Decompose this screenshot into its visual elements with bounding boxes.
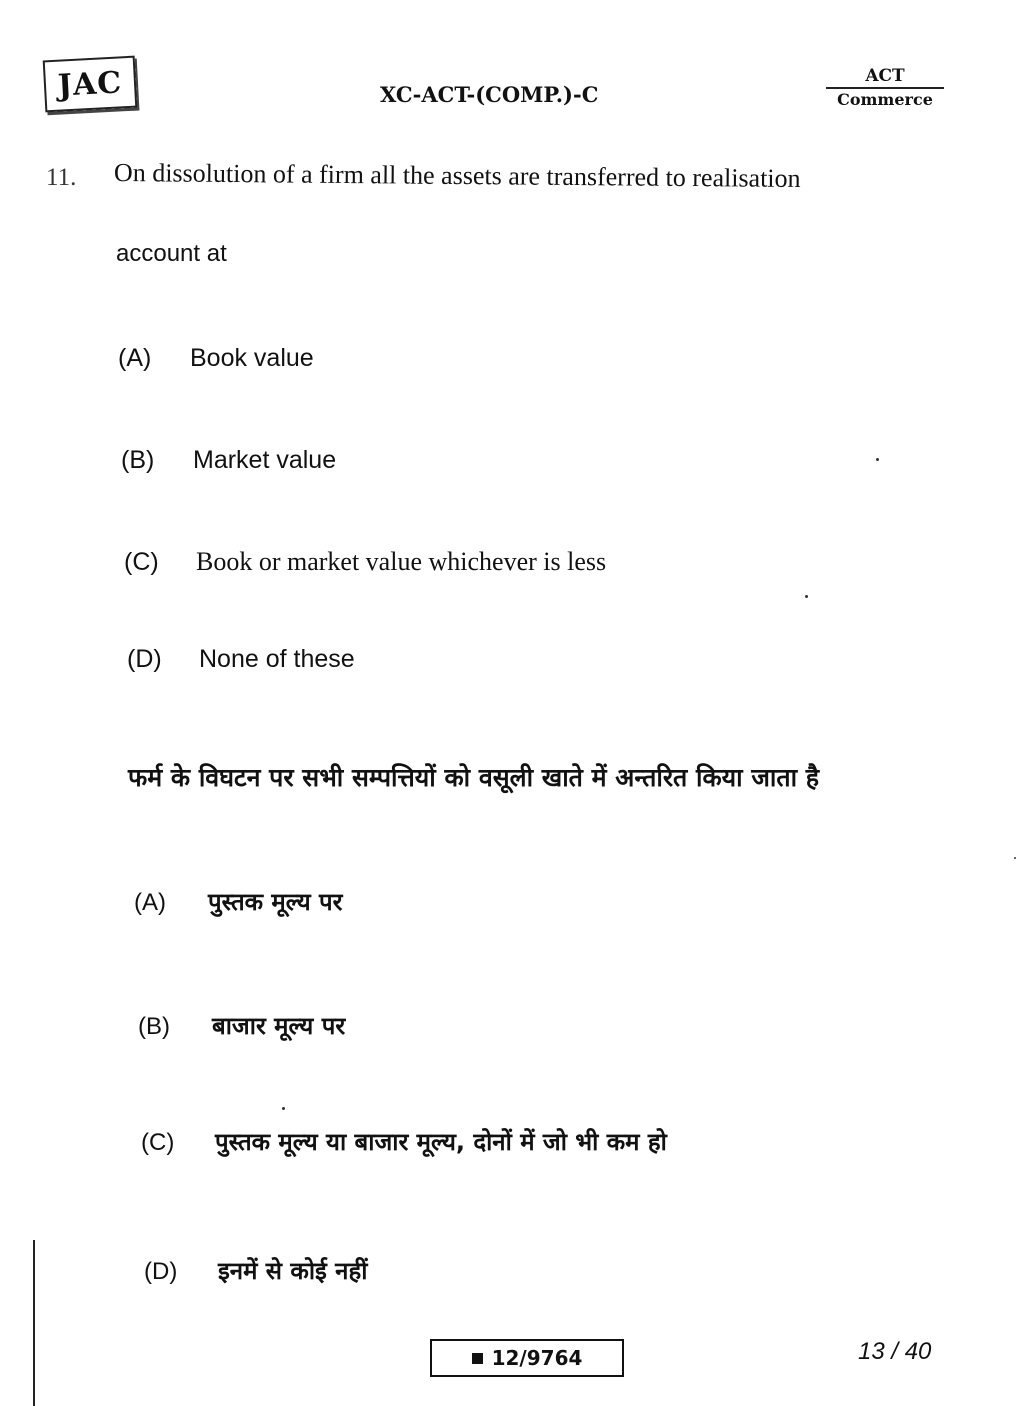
option-label: (B) bbox=[138, 1013, 170, 1040]
subject-code: ACT bbox=[865, 66, 905, 86]
option-label: (C) bbox=[124, 548, 159, 576]
question-text-line-1: On dissolution of a firm all the assets are transferred to realisation bbox=[113, 158, 801, 193]
option-text: इनमें से कोई नहीं bbox=[218, 1257, 368, 1285]
booklet-code-box bbox=[430, 1339, 624, 1377]
subject-divider bbox=[826, 87, 944, 89]
hindi-option-b bbox=[138, 1009, 345, 1042]
scan-speck bbox=[1014, 857, 1016, 859]
scan-speck bbox=[805, 595, 808, 598]
option-b bbox=[121, 446, 336, 475]
square-icon bbox=[472, 1353, 483, 1364]
scan-speck bbox=[876, 458, 879, 461]
option-label: (B) bbox=[121, 446, 155, 474]
subject-name: Commerce bbox=[837, 90, 933, 109]
question-text-line-2: account at bbox=[116, 240, 227, 267]
option-label: (A) bbox=[118, 344, 152, 372]
hindi-option-d bbox=[144, 1254, 367, 1287]
option-label: (A) bbox=[134, 889, 166, 916]
hindi-option-a bbox=[134, 885, 342, 918]
option-label: (D) bbox=[127, 645, 162, 673]
jac-logo: JAC bbox=[43, 56, 138, 113]
option-text: पुस्तक मूल्य पर bbox=[208, 888, 343, 916]
subject-box bbox=[826, 66, 944, 109]
option-c bbox=[124, 547, 606, 577]
option-a bbox=[118, 344, 314, 373]
question-number: 11. bbox=[46, 164, 77, 191]
question-text-hindi: फर्म के विघटन पर सभी सम्पत्तियों को वसूली खाते में अन्तरित किया जाता है bbox=[128, 763, 820, 792]
scan-edge-line bbox=[33, 1240, 35, 1406]
page-number: 13 / 40 bbox=[858, 1338, 932, 1365]
option-text: Market value bbox=[193, 446, 337, 474]
scan-speck bbox=[282, 1107, 285, 1110]
option-text: पुस्तक मूल्य या बाजार मूल्य, दोनों में जो भी कम हो bbox=[215, 1128, 667, 1156]
hindi-option-c bbox=[141, 1125, 667, 1158]
option-text: Book or market value whichever is less bbox=[196, 547, 607, 576]
booklet-code: 12/9764 bbox=[491, 1346, 583, 1370]
option-label: (C) bbox=[141, 1129, 175, 1156]
paper-code: XC-ACT-(COMP.)-C bbox=[380, 82, 599, 107]
option-label: (D) bbox=[144, 1258, 178, 1285]
option-d bbox=[127, 645, 355, 674]
option-text: None of these bbox=[199, 645, 355, 673]
option-text: Book value bbox=[190, 344, 314, 372]
option-text: बाजार मूल्य पर bbox=[212, 1012, 346, 1040]
